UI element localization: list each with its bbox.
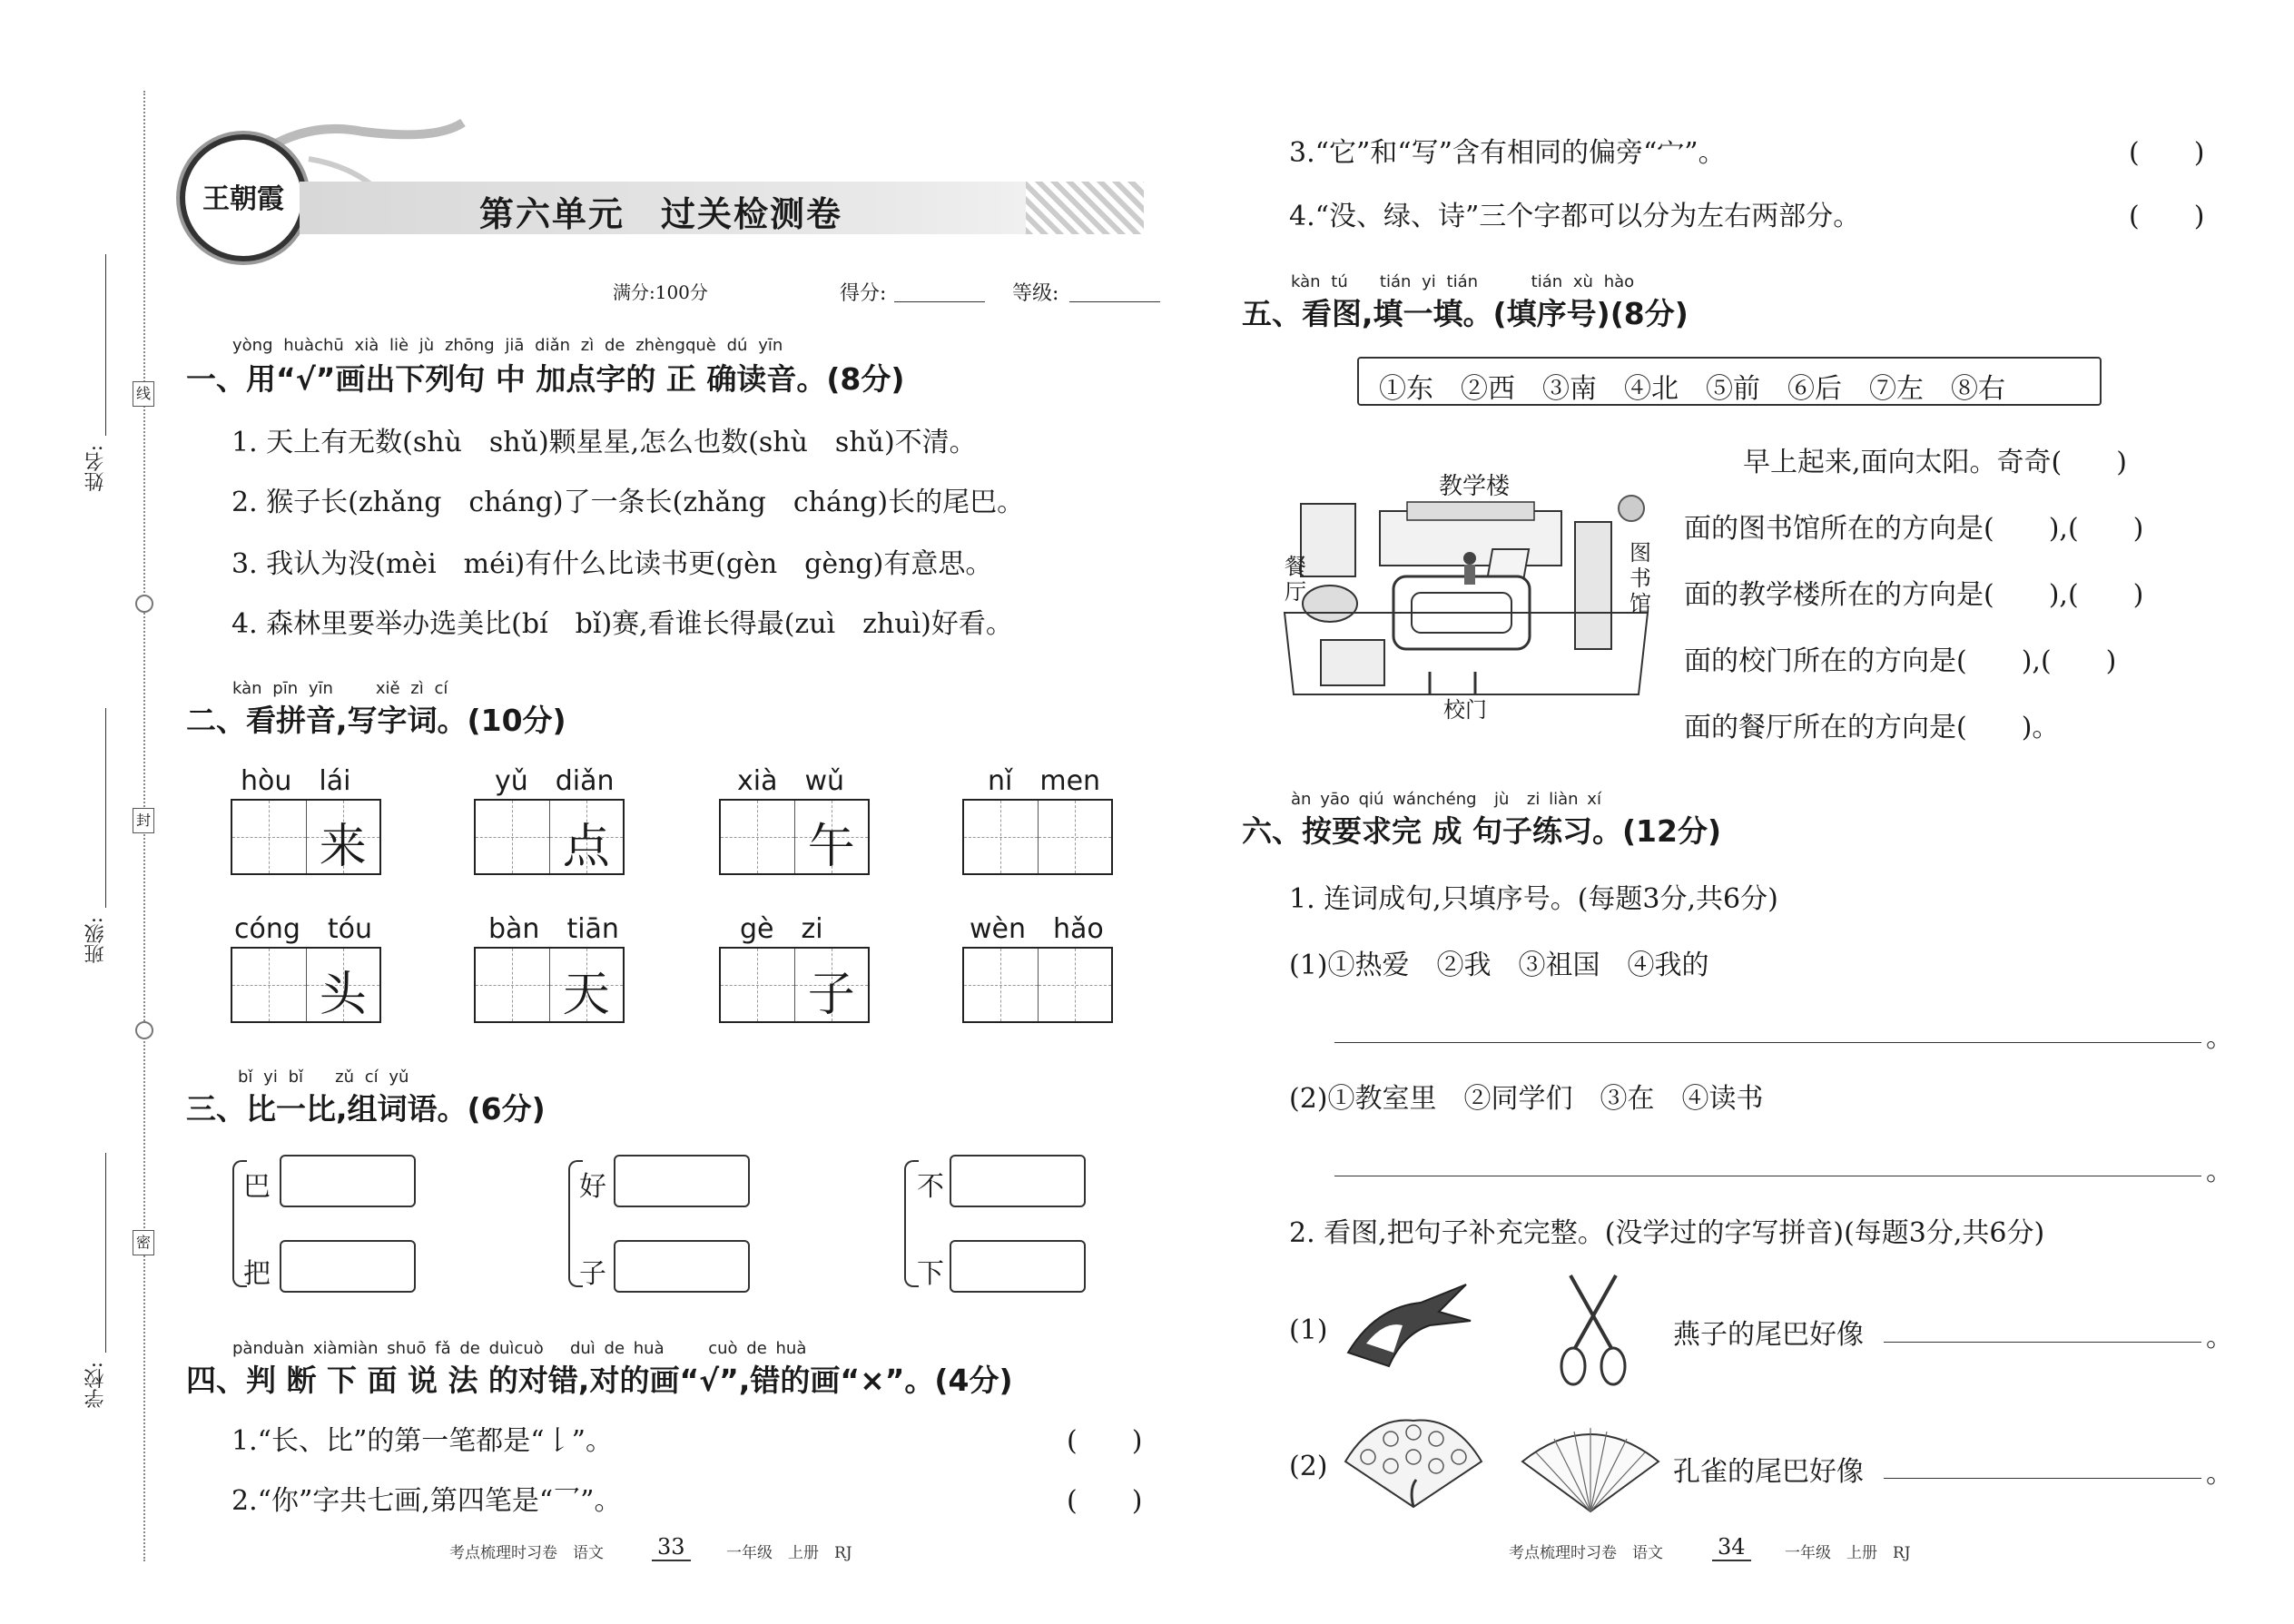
tianzige-box[interactable]: 午 bbox=[719, 799, 870, 875]
compare-char: 好 bbox=[579, 1171, 606, 1203]
sec3-title: 三、比一比,组词语。(6分) bbox=[186, 1091, 546, 1127]
answer-line[interactable] bbox=[1334, 1042, 2201, 1043]
q2b-text: 孔雀的尾巴好像 bbox=[1673, 1456, 1864, 1488]
answer-paren[interactable]: ( ) bbox=[1067, 1425, 1143, 1457]
sec5-pinyin: kàn tú tián yi tián tián xù hào bbox=[1291, 272, 1635, 291]
sec5-title: 五、看图,填一填。(填序号)(8分) bbox=[1242, 296, 1689, 331]
period: 。 bbox=[2206, 1322, 2233, 1353]
logo-badge bbox=[180, 134, 307, 261]
page-number-left: 33 bbox=[652, 1534, 691, 1561]
map-label-library: 图书馆 bbox=[1629, 540, 1651, 616]
word-input-box[interactable] bbox=[280, 1155, 416, 1207]
word-input-box[interactable] bbox=[950, 1240, 1086, 1293]
word-pinyin: bàn tiān bbox=[488, 913, 619, 945]
class-label: 班级: bbox=[84, 917, 107, 964]
sec3-pinyin: bǐ yi bǐ zǔ cí yǔ bbox=[238, 1068, 409, 1087]
sec1-item: 1. 天上有无数(shù shǔ)颗星星,怎么也数(shù shǔ)不清。 bbox=[231, 427, 977, 458]
word-input-box[interactable] bbox=[280, 1240, 416, 1293]
footer-right: 考点梳理时习卷 语文 bbox=[1509, 1544, 1663, 1562]
answer-paren[interactable]: ( ) bbox=[2129, 137, 2205, 169]
compare-char: 下 bbox=[917, 1258, 944, 1290]
word-pinyin: cóng tóu bbox=[234, 913, 373, 945]
score-label: 得分: bbox=[840, 282, 887, 305]
word-pinyin: wèn hǎo bbox=[970, 913, 1104, 945]
swallow-icon bbox=[1339, 1280, 1475, 1380]
full-score: 满分:100分 bbox=[613, 281, 708, 303]
page-title: 第六单元 过关检测卷 bbox=[479, 194, 843, 234]
tianzige-box[interactable]: 来 bbox=[231, 799, 381, 875]
footer-right-tail: 一年级 上册 RJ bbox=[1785, 1544, 1911, 1562]
sec6-q1b: (2)①教室里 ②同学们 ③在 ④读书 bbox=[1289, 1083, 1764, 1115]
sec4-pinyin: pànduàn xiàmiàn shuō fǎ de duìcuò duì de huà cuò de huà bbox=[232, 1339, 807, 1358]
title-pattern bbox=[1026, 182, 1144, 234]
name-label: 姓名: bbox=[84, 445, 107, 492]
sec5-line: 面的图书馆所在的方向是( ),( ) bbox=[1684, 513, 2144, 545]
period: 。 bbox=[2206, 1022, 2233, 1054]
class-line bbox=[105, 708, 106, 908]
map-label-gate: 校门 bbox=[1443, 697, 1487, 723]
seal-mark-3: 密 bbox=[133, 1230, 154, 1255]
word-input-box[interactable] bbox=[950, 1155, 1086, 1207]
hole-icon bbox=[135, 1021, 153, 1039]
seal-mark-2: 封 bbox=[133, 808, 154, 833]
sec5-line: 面的餐厅所在的方向是( )。 bbox=[1684, 712, 2060, 743]
sec4-item: 2.“你”字共七画,第四笔是“乛”。 bbox=[231, 1485, 622, 1517]
compare-char: 子 bbox=[579, 1258, 606, 1290]
sec5-line: 面的校门所在的方向是( ),( ) bbox=[1684, 645, 2117, 677]
sec4-item: 4.“没、绿、诗”三个字都可以分为左右两部分。 bbox=[1289, 201, 1861, 232]
tianzige-box[interactable]: 天 bbox=[474, 947, 625, 1023]
tianzige-box[interactable]: 子 bbox=[719, 947, 870, 1023]
school-map-illustration bbox=[1275, 468, 1657, 713]
answer-paren[interactable]: ( ) bbox=[2129, 201, 2205, 232]
sec5-line: 早上起来,面向太阳。奇奇( ) bbox=[1743, 447, 2127, 478]
tianzige-box[interactable] bbox=[962, 799, 1113, 875]
word-input-box[interactable] bbox=[614, 1240, 750, 1293]
sec1-item: 3. 我认为没(mèi méi)有什么比读书更(gèn gèng)有意思。 bbox=[231, 548, 993, 580]
answer-line[interactable] bbox=[1884, 1342, 2201, 1343]
sec1-item: 4. 森林里要举办选美比(bí bǐ)赛,看谁长得最(zuì zhuì)好看。 bbox=[231, 608, 1013, 640]
compare-char: 把 bbox=[243, 1258, 271, 1290]
folding-fan-icon bbox=[1518, 1421, 1663, 1516]
score-field[interactable] bbox=[894, 301, 985, 302]
period: 。 bbox=[2206, 1156, 2233, 1187]
q2b-number: (2) bbox=[1289, 1451, 1328, 1482]
compare-char: 巴 bbox=[243, 1171, 271, 1203]
hole-icon bbox=[135, 595, 153, 613]
sec2-title: 二、看拼音,写字词。(10分) bbox=[186, 703, 566, 738]
word-pinyin: gè zi bbox=[740, 913, 823, 945]
footer-left-tail: 一年级 上册 RJ bbox=[726, 1544, 852, 1562]
word-pinyin: yǔ diǎn bbox=[495, 765, 615, 797]
direction-options-box bbox=[1357, 357, 2102, 406]
school-line bbox=[105, 1153, 106, 1353]
tianzige-box[interactable]: 头 bbox=[231, 947, 381, 1023]
sec1-title: 一、用“√”画出下列句 中 加点字的 正 确读音。(8分) bbox=[186, 361, 905, 397]
word-input-box[interactable] bbox=[614, 1155, 750, 1207]
q2a-number: (1) bbox=[1289, 1314, 1328, 1346]
footer-left: 考点梳理时习卷 语文 bbox=[449, 1544, 604, 1562]
sec6-title: 六、按要求完 成 句子练习。(12分) bbox=[1242, 813, 1722, 849]
q2a-text: 燕子的尾巴好像 bbox=[1673, 1319, 1864, 1351]
sec6-q1a: (1)①热爱 ②我 ③祖国 ④我的 bbox=[1289, 950, 1709, 981]
period: 。 bbox=[2206, 1458, 2233, 1490]
seal-mark-1: 线 bbox=[133, 381, 154, 407]
sec1-item: 2. 猴子长(zhǎng cháng)了一条长(zhǎng cháng)长的尾巴。 bbox=[231, 487, 1025, 518]
answer-paren[interactable]: ( ) bbox=[1067, 1485, 1143, 1517]
peacock-icon bbox=[1336, 1416, 1491, 1516]
direction-options: ①东 ②西 ③南 ④北 ⑤前 ⑥后 ⑦左 ⑧右 bbox=[1379, 373, 2005, 405]
map-label-building: 教学楼 bbox=[1439, 473, 1511, 500]
tianzige-box[interactable] bbox=[962, 947, 1113, 1023]
grade-label: 等级: bbox=[1012, 282, 1059, 305]
name-line bbox=[105, 254, 106, 436]
grade-field[interactable] bbox=[1069, 301, 1160, 302]
word-pinyin: nǐ men bbox=[988, 765, 1101, 797]
sec1-pinyin: yòng huàchū xià liè jù zhōng jiā diǎn zì de zhèngquè dú yīn bbox=[232, 336, 783, 355]
sec2-pinyin: kàn pīn yīn xiě zì cí bbox=[232, 679, 448, 698]
sec4-item: 1.“长、比”的第一笔都是“𠄌”。 bbox=[231, 1425, 613, 1457]
word-pinyin: hòu lái bbox=[241, 765, 351, 797]
sec4-item: 3.“它”和“写”含有相同的偏旁“宀”。 bbox=[1289, 137, 1726, 169]
logo-text: 王朝霞 bbox=[202, 183, 284, 215]
word-pinyin: xià wǔ bbox=[737, 765, 845, 797]
map-label-canteen: 餐厅 bbox=[1285, 554, 1306, 605]
answer-line[interactable] bbox=[1884, 1478, 2201, 1479]
sec6-q1: 1. 连词成句,只填序号。(每题3分,共6分) bbox=[1289, 883, 1778, 915]
compare-char: 不 bbox=[917, 1171, 944, 1203]
sec5-line: 面的教学楼所在的方向是( ),( ) bbox=[1684, 579, 2144, 611]
page-number-right: 34 bbox=[1712, 1534, 1751, 1561]
sec6-q2: 2. 看图,把句子补充完整。(没学过的字写拼音)(每题3分,共6分) bbox=[1289, 1217, 2045, 1249]
scissors-icon bbox=[1557, 1271, 1629, 1389]
tianzige-box[interactable]: 点 bbox=[474, 799, 625, 875]
school-label: 学校: bbox=[84, 1362, 107, 1409]
sec4-title: 四、判 断 下 面 说 法 的对错,对的画“√”,错的画“×”。(4分) bbox=[186, 1363, 1013, 1398]
sec6-pinyin: àn yāo qiú wánchéng jù zi liàn xí bbox=[1291, 790, 1601, 809]
